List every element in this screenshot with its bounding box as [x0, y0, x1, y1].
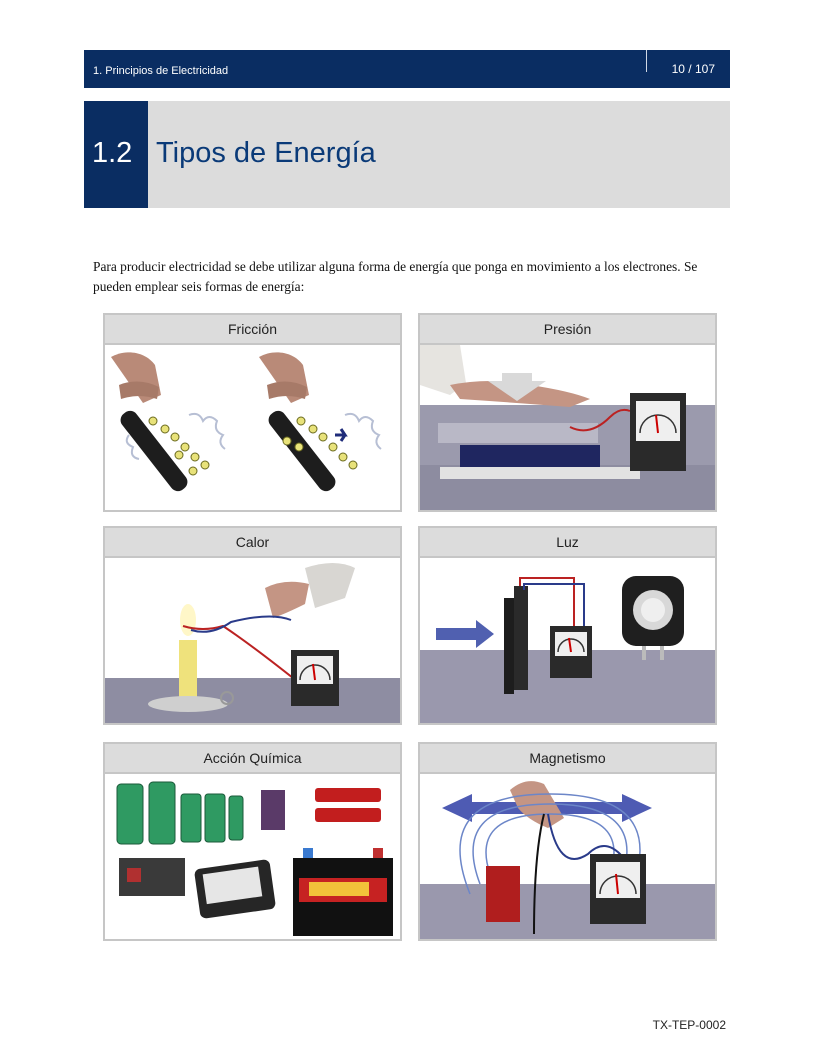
- page-header: [84, 50, 730, 88]
- card-calor: [103, 526, 402, 725]
- batteries-icon: [105, 774, 400, 939]
- card-accion-quimica: [103, 742, 402, 941]
- card-label: Fricción: [105, 315, 400, 345]
- card-presion: [418, 313, 717, 512]
- card-luz: [418, 526, 717, 725]
- intro-paragraph: Para producir electricidad se debe utilizar alguna forma de energía que ponga en movimiento a los electrones. Se pueden emplear seis formas de energía:: [93, 259, 698, 295]
- card-label: Acción Química: [105, 744, 400, 774]
- hand-rod-icon: [105, 345, 400, 510]
- card-label: Calor: [105, 528, 400, 558]
- card-friccion: [103, 313, 402, 512]
- card-magnetismo: [418, 742, 717, 941]
- header-divider: [646, 50, 647, 72]
- card-label: Luz: [420, 528, 715, 558]
- section-number-box: [84, 101, 148, 208]
- section-title: Tipos de Energía: [156, 137, 376, 169]
- magnet-icon: [420, 774, 715, 939]
- chapter-label: 1. Principios de Electricidad: [93, 65, 229, 77]
- candle-icon: [105, 558, 400, 723]
- section-number: 1.2: [92, 137, 133, 169]
- document-code: TX-TEP-0002: [652, 1018, 726, 1032]
- card-label: Magnetismo: [420, 744, 715, 774]
- light-cell-icon: [420, 558, 715, 723]
- section-banner: [84, 101, 730, 208]
- page-number: 10 / 107: [671, 62, 715, 76]
- card-label: Presión: [420, 315, 715, 345]
- hand-press-icon: [420, 345, 715, 510]
